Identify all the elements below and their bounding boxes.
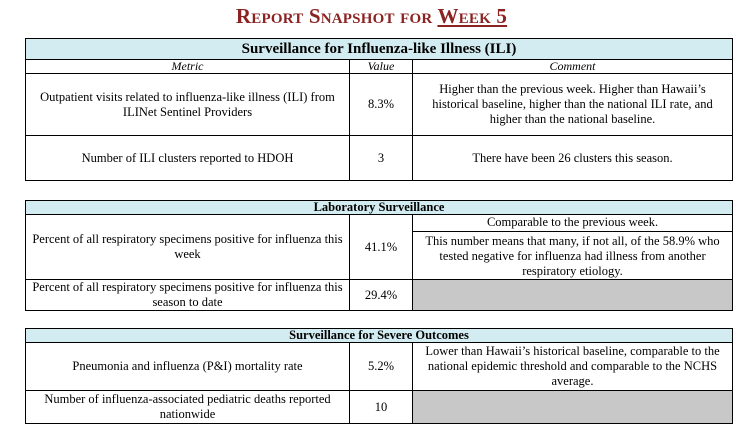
empty-comment-cell <box>413 391 733 424</box>
value-cell: 10 <box>350 391 413 424</box>
metric-cell: Pneumonia and influenza (P&I) mortality rate <box>26 343 350 391</box>
severe-section-header: Surveillance for Severe Outcomes <box>26 329 733 343</box>
metric-cell: Number of influenza-associated pediatric deaths reported nationwide <box>26 391 350 424</box>
table-row <box>26 280 733 311</box>
value-column-header: Value <box>350 60 413 74</box>
comment-column-header: Comment <box>413 60 733 74</box>
comment-cell: Higher than the previous week. Higher than Hawaii’s historical baseline, higher than the national ILI rate, and higher than the national baseline. <box>413 74 733 136</box>
comment-cell: There have been 26 clusters this season. <box>413 136 733 181</box>
table-row <box>26 136 733 181</box>
metric-cell: Number of ILI clusters reported to HDOH <box>26 136 350 181</box>
value-cell: 3 <box>350 136 413 181</box>
table-row <box>26 74 733 136</box>
metric-cell: Percent of all respiratory specimens positive for influenza this season to date <box>26 280 350 311</box>
title-prefix: Report Snapshot for <box>235 4 438 28</box>
laboratory-surveillance-table <box>25 200 733 311</box>
empty-comment-cell <box>413 280 733 311</box>
value-cell: 29.4% <box>350 280 413 311</box>
comment-cell: Lower than Hawaii’s historical baseline, comparable to the national epidemic threshold and comparable to the NCHS average. <box>413 343 733 391</box>
ili-surveillance-table <box>25 38 733 181</box>
ili-section-header: Surveillance for Influenza-like Illness (ILI) <box>26 39 733 60</box>
comment-cell <box>413 215 733 280</box>
value-cell: 5.2% <box>350 343 413 391</box>
report-title <box>0 4 743 29</box>
table-row <box>26 215 733 280</box>
metric-column-header: Metric <box>26 60 350 74</box>
metric-cell: Outpatient visits related to influenza-like illness (ILI) from ILINet Sentinel Providers <box>26 74 350 136</box>
comment-detail: This number means that many, if not all, of the 58.9% who tested negative for influenza had illness from another respiratory etiology. <box>425 234 720 278</box>
table-row <box>26 343 733 391</box>
comment-top-line: Comparable to the previous week. <box>413 215 732 232</box>
lab-section-header: Laboratory Surveillance <box>26 201 733 215</box>
metric-cell: Percent of all respiratory specimens positive for influenza this week <box>26 215 350 280</box>
title-week: Week 5 <box>437 4 508 28</box>
table-row <box>26 391 733 424</box>
value-cell: 8.3% <box>350 74 413 136</box>
value-cell: 41.1% <box>350 215 413 280</box>
severe-outcomes-table <box>25 328 733 424</box>
